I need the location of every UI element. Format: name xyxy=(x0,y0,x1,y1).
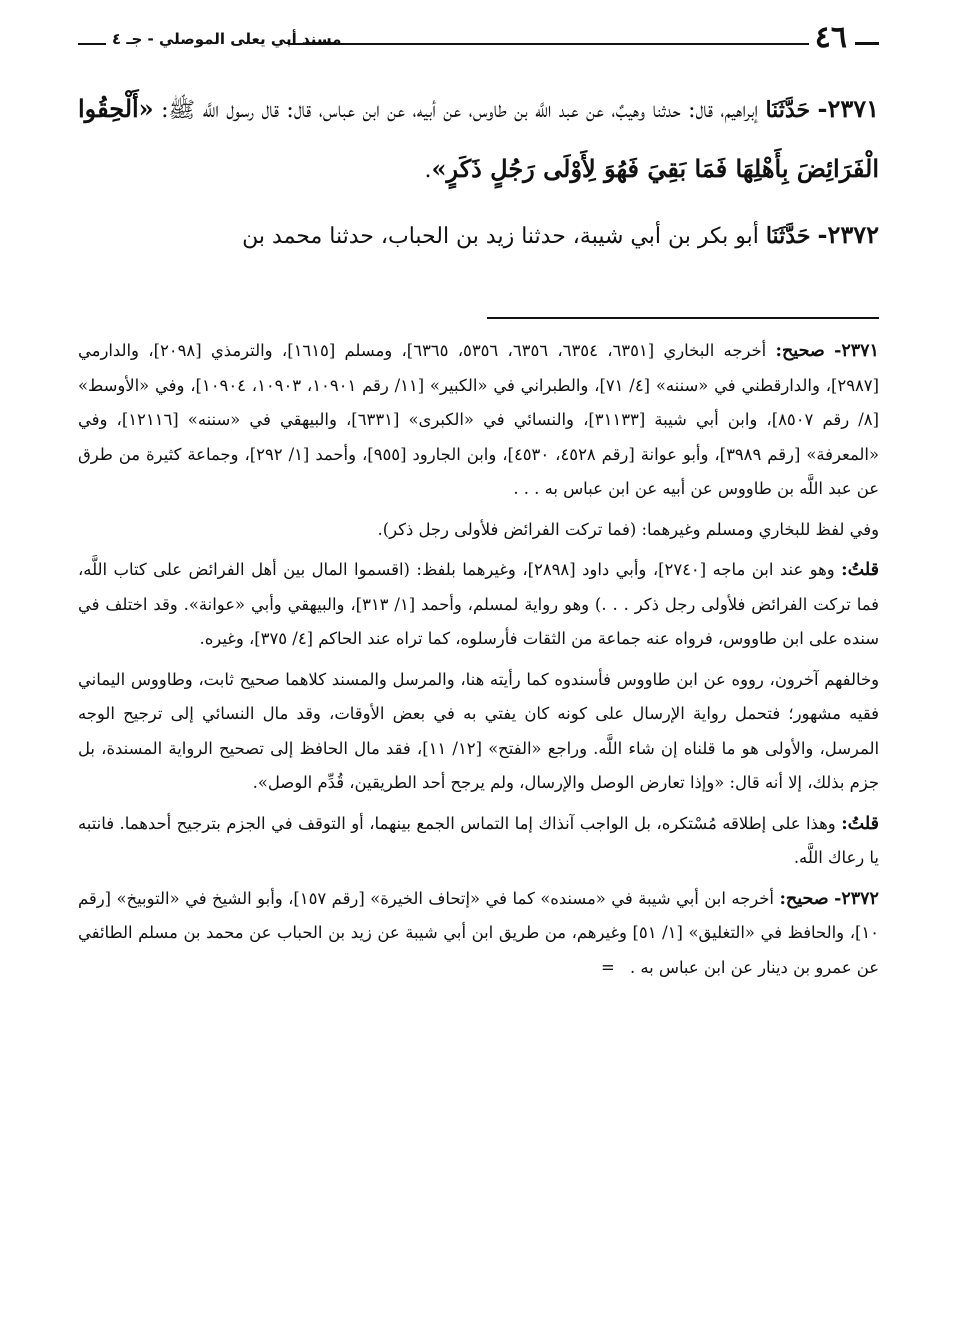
hadith-2371 xyxy=(78,80,879,200)
footnote-text: أخرجه ابن أبي شيبة في «مسنده» كما في «إتحاف الخيرة» [رقم ١٥٧]، وأبو الشيخ في «التوبيخ» [رقم ١٠]، والحافظ في «التغليق» [١/ ٥١] وغيرهم، من طريق ابن أبي شيبة عن زيد بن الحباب عن محمد بن مسلم الطائفي عن عمرو بن دينار عن ابن عباس به . xyxy=(78,888,879,977)
footnote-2371 xyxy=(78,334,879,507)
page-number: ٤٦ xyxy=(815,20,879,55)
hadith-number: ٢٣٧١- xyxy=(817,94,879,123)
footnote-number: ٢٣٧٢- xyxy=(834,888,879,909)
hadith-number: ٢٣٧٢- xyxy=(817,220,879,249)
footnote-separator xyxy=(487,317,879,319)
footnote-grade: صحيح: xyxy=(775,341,825,361)
comment-2 xyxy=(78,807,879,876)
comment-text: وهو عند ابن ماجه [٢٧٤٠]، وأبي داود [٢٨٩٨]، وغيرهما بلفظ: (اقسموا المال بين أهل الفرائض على كتاب اللَّه، فما تركت الفرائض فلأولى رجل ذكر . . .) وهو رواية لمسلم، وأحمد [١/ ٣١٣]، والبيهقي وأبي «عوانة». وقد اختلف في سنده على ابن طاووس، فرواه عنه جماعة من الثقات فأرسلوه، كما تراه عند الحاكم [٤/ ٣٧٥]، وغيره. xyxy=(78,560,880,648)
comment-1-continued: وخالفهم آخرون، رووه عن ابن طاووس فأسندوه كما رأيته هنا، والمرسل والمسند كلاهما صحيح ثابت، وطاووس اليماني فقيه مشهور؛ فتحمل رواية الإرسال على كونه كان يفتي به في بعض الأوقات، وقد مال النسائي إلى ترجيح الوجه المرسل، والأولى هو ما قلناه إن شاء اللَّه. وراجع «الفتح» [١٢/ ١١]، فقد مال الحافظ إلى تصحيح الرواية المسندة، بل جزم بذلك، إلا أنه قال: «وإذا تعارض الوصل والإرسال، ولم يرجح أحد الطريقين، قُدِّم الوصل». xyxy=(78,669,880,792)
hadith-isnad: أبو بكر بن أبي شيبة، حدثنا زيد بن الحباب، حدثنا محمد بن xyxy=(242,224,759,249)
continuation-mark: = xyxy=(601,957,615,977)
hadith-2372 xyxy=(78,206,879,266)
running-header xyxy=(78,18,879,66)
main-text xyxy=(78,80,879,272)
hadith-end: . xyxy=(424,158,432,183)
prophetic-saying: «أَلْحِقُوا الْفَرَائِضَ بِأَهْلِهَا فَمَا بَقِيَ فَهُوَ لِأَوْلَى رَجُلٍ ذَكَرٍ» xyxy=(78,94,879,183)
header-rule xyxy=(288,43,809,45)
book-title: مسند أبي يعلى الموصلي - جـ ٤ xyxy=(112,30,342,48)
comment-label: قلتُ: xyxy=(841,560,879,580)
footnote-text: أخرجه البخاري [٦٣٥١، ٦٣٥٤، ٦٣٥٦، ٥٣٥٦، ٦٣٦٥]، ومسلم [١٦١٥]، والترمذي [٢٠٩٨]، والدارمي [٢٩٨٧]، والدارقطني في «سننه» [٤/ ٧١]، والطبراني في «الكبير» [١١/ رقم ١٠٩٠١، ١٠٩٠٣، ١٠٩٠٤]، وفي «الأوسط» [٨/ رقم ٨٥٠٧]، وابن أبي شيبة [٣١١٣٣]، والنسائي في «الكبرى» [٦٣٣١]، والبيهقي في «سننه» [١٢١١٦]، وفي «المعرفة» [رقم ٣٩٨٩]، وأبو عوانة [رقم ٤٥٢٨، ٤٥٣٠]، وابن الجارود [٩٥٥]، وأحمد [١/ ٢٩٢]، وجماعة كثيرة من طرق عن عبد اللَّه بن طاووس عن أبيه عن ابن عباس به . . . xyxy=(78,341,880,498)
footnote-grade: صحيح: xyxy=(779,888,829,909)
footnote-2371-variant: وفي لفظ للبخاري ومسلم وغيرهما: (فما تركت الفرائض فلأولى رجل ذكر). xyxy=(377,519,879,539)
haddathana: حَدَّثَنَا xyxy=(765,223,811,249)
hadith-isnad: إبراهيم، قال: حدثنا وهيبٌ، عن عبد اللَّه بن طاوس، عن أبيه، عن ابن عباس، قال: قال رسول اللَّه ﷺ: xyxy=(161,98,759,123)
comment-label: قلتُ: xyxy=(841,813,879,834)
comment-1 xyxy=(78,553,879,657)
comment-text: وهذا على إطلاقه مُسْتكره، بل الواجب آنذاك إما التماس الجمع بينهما، أو التوقف في الجزم بترجيح أحدهما. فانتبه يا رعاك اللَّه. xyxy=(78,813,879,867)
footnotes xyxy=(78,334,879,991)
footnote-number: ٢٣٧١- xyxy=(834,341,879,361)
haddathana: حَدَّثَنَا xyxy=(765,97,811,123)
footnote-2372 xyxy=(78,882,879,986)
